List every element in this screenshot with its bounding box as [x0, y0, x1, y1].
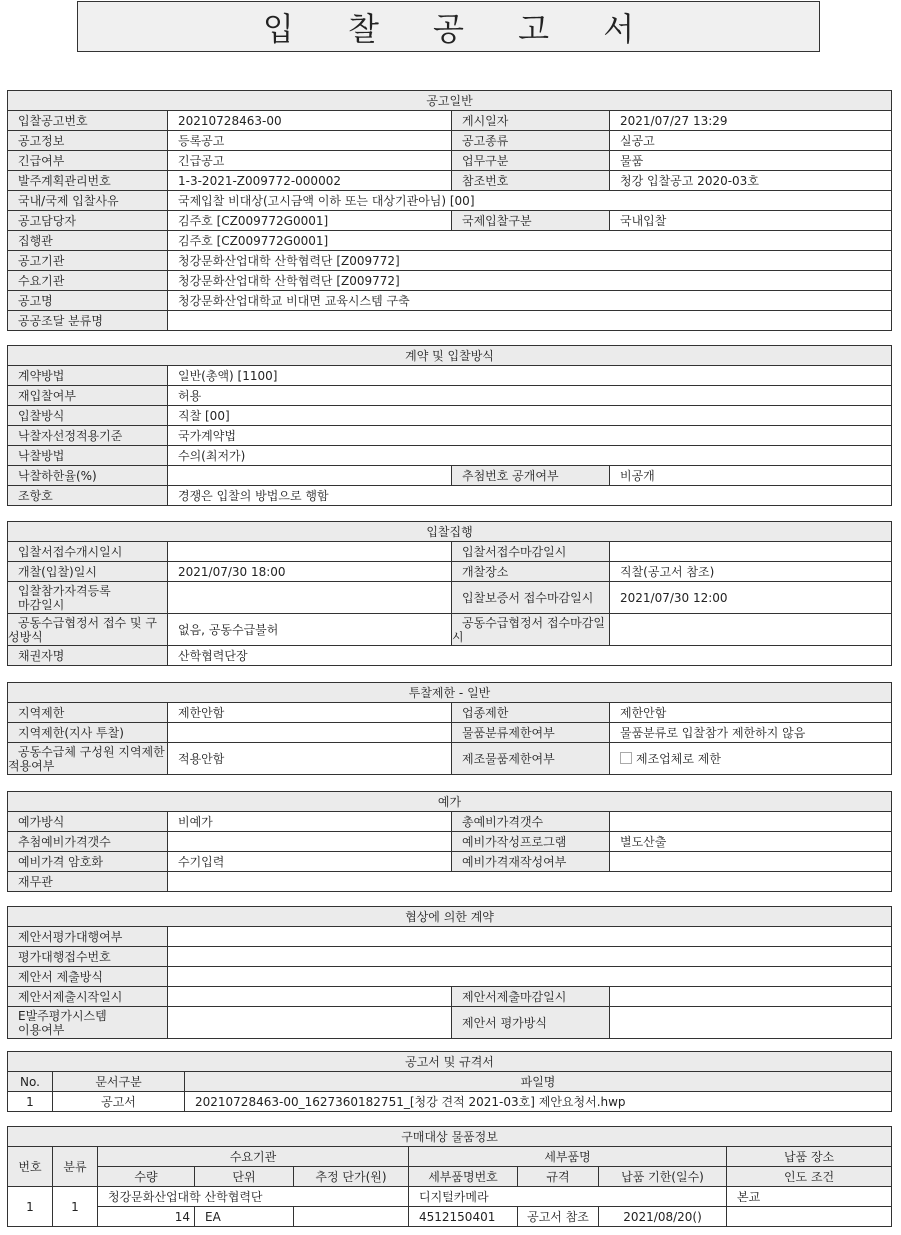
item-qty: 14	[98, 1207, 195, 1227]
items-header: 구매대상 물품정보	[8, 1127, 892, 1147]
item-no: 1	[8, 1187, 53, 1227]
notice-name-label: 공고명	[8, 291, 168, 311]
submit-end	[610, 987, 892, 1007]
maker-limit-checkbox[interactable]	[620, 752, 632, 764]
notice-info: 등록공고	[168, 131, 452, 151]
ref-no-label: 참조번호	[452, 171, 610, 191]
document-title-box	[77, 1, 820, 52]
general-section	[7, 90, 891, 331]
doc-file-link[interactable]: 20210728463-00_1627360182751_[청강 견적 2021-03호] 제안요청서.hwp	[185, 1092, 892, 1112]
intl-type: 국내입찰	[610, 211, 892, 231]
price-rewrite	[610, 852, 892, 872]
general-header: 공고일반	[8, 91, 892, 111]
intl-type-label: 국제입찰구분	[452, 211, 610, 231]
item-detail: 디지털카메라	[409, 1187, 727, 1207]
goods-class-limit-label: 물품분류제한여부	[452, 723, 610, 743]
e-system-label: E발주평가시스템 이용여부	[8, 1007, 168, 1039]
finance-officer	[168, 872, 892, 892]
item-col-spec: 규격	[518, 1167, 599, 1187]
contract-method: 일반(총액) [1100]	[168, 366, 892, 386]
award: 수의(최저가)	[168, 446, 892, 466]
lottery-prices	[168, 832, 452, 852]
goods-class-limit: 물품분류로 입찰참가 제한하지 않음	[610, 723, 892, 743]
submit-start	[168, 987, 452, 1007]
class-name-label: 공공조달 분류명	[8, 311, 168, 331]
award-label: 낙찰방법	[8, 446, 168, 466]
criteria-label: 낙찰자선정적용기준	[8, 426, 168, 446]
industry-limit-label: 업종제한	[452, 703, 610, 723]
notice-no: 20210728463-00	[168, 111, 452, 131]
maker-limit-label: 제조물품제한여부	[452, 743, 610, 775]
post-date: 2021/07/27 13:29	[610, 111, 892, 131]
negotiation-header: 협상에 의한 계약	[8, 907, 892, 927]
executor-label: 집행관	[8, 231, 168, 251]
table-row	[8, 1207, 892, 1227]
joint-method-label: 공동수급협정서 접수 및 구 성방식	[8, 614, 168, 646]
notice-info-label: 공고정보	[8, 131, 168, 151]
plan-no: 1-3-2021-Z009772-000002	[168, 171, 452, 191]
contract-method-label: 계약방법	[8, 366, 168, 386]
notice-no-label: 입찰공고번호	[8, 111, 168, 131]
receipt-start	[168, 542, 452, 562]
item-col-class: 분류	[53, 1147, 98, 1187]
item-col-demand: 수요기관	[98, 1147, 409, 1167]
price-program: 별도산출	[610, 832, 892, 852]
branch-limit	[168, 723, 452, 743]
item-unit: EA	[195, 1207, 294, 1227]
joint-deadline	[610, 614, 892, 646]
item-detail-no: 4512150401	[409, 1207, 518, 1227]
item-col-qty: 수량	[98, 1167, 195, 1187]
item-spec: 공고서 참조	[518, 1207, 599, 1227]
execution-section	[7, 521, 891, 666]
region-limit: 제한안함	[168, 703, 452, 723]
contract-section	[7, 345, 891, 506]
business-label: 업무구분	[452, 151, 610, 171]
proxy-no-label: 평가대행접수번호	[8, 947, 168, 967]
opening-date-label: 개찰(입찰)일시	[8, 562, 168, 582]
opening-place-label: 개찰장소	[452, 562, 610, 582]
demand-agency-label: 수요기관	[8, 271, 168, 291]
price-method: 비예가	[168, 812, 452, 832]
branch-limit-label: 지역제한(지사 투찰)	[8, 723, 168, 743]
industry-limit: 제한안함	[610, 703, 892, 723]
item-terms	[727, 1207, 892, 1227]
item-class: 1	[53, 1187, 98, 1227]
items-section	[7, 1126, 891, 1227]
submit-method-label: 제안서 제출방식	[8, 967, 168, 987]
class-name	[168, 311, 892, 331]
joint-deadline-label: 공동수급협정서 접수마감일 시	[452, 614, 610, 646]
receipt-start-label: 입찰서접수개시일시	[8, 542, 168, 562]
business: 물품	[610, 151, 892, 171]
notice-name: 청강문화산업대학교 비대면 교육시스템 구축	[168, 291, 892, 311]
total-prices-label: 총예비가격갯수	[452, 812, 610, 832]
demand-agency: 청강문화산업대학 산학협력단 [Z009772]	[168, 271, 892, 291]
manager-label: 공고담당자	[8, 211, 168, 231]
price-encrypt: 수기입력	[168, 852, 452, 872]
maker-limit: 제조업체로 제한	[636, 751, 721, 766]
lottery-prices-label: 추첨예비가격갯수	[8, 832, 168, 852]
doc-col-no: No.	[8, 1072, 53, 1092]
item-place: 본교	[727, 1187, 892, 1207]
creditor: 산학협력단장	[168, 646, 892, 666]
agency-label: 공고기관	[8, 251, 168, 271]
price-program-label: 예비가작성프로그램	[452, 832, 610, 852]
notice-type-label: 공고종류	[452, 131, 610, 151]
item-col-no: 번호	[8, 1147, 53, 1187]
joint-method: 없음, 공동수급불허	[168, 614, 452, 646]
member-region-label: 공동수급체 구성원 지역제한 적용여부	[8, 743, 168, 775]
restriction-section	[7, 682, 891, 775]
item-due: 2021/08/20()	[599, 1207, 727, 1227]
contract-header: 계약 및 입찰방식	[8, 346, 892, 366]
lower-limit	[168, 466, 452, 486]
opening-date: 2021/07/30 18:00	[168, 562, 452, 582]
bond-deadline-label: 입찰보증서 접수마감일시	[452, 582, 610, 614]
urgent: 긴급공고	[168, 151, 452, 171]
item-col-detail-no: 세부품명번호	[409, 1167, 518, 1187]
member-region: 적용안함	[168, 743, 452, 775]
item-col-price: 추정 단가(원)	[294, 1167, 409, 1187]
submit-method	[168, 967, 892, 987]
price-method-label: 예가방식	[8, 812, 168, 832]
doc-col-file: 파일명	[185, 1072, 892, 1092]
bid-method-label: 입찰방식	[8, 406, 168, 426]
price-rewrite-label: 예비가격재작성여부	[452, 852, 610, 872]
price-section	[7, 791, 891, 892]
rebid: 허용	[168, 386, 892, 406]
item-col-place: 납품 장소	[727, 1147, 892, 1167]
rebid-label: 재입찰여부	[8, 386, 168, 406]
item-col-due: 납품 기한(일수)	[599, 1167, 727, 1187]
ref-no: 청강 입찰공고 2020-03호	[610, 171, 892, 191]
item-col-detail: 세부품명	[409, 1147, 727, 1167]
item-col-unit: 단위	[195, 1167, 294, 1187]
proxy-no	[168, 947, 892, 967]
table-row	[8, 1187, 892, 1207]
price-encrypt-label: 예비가격 암호화	[8, 852, 168, 872]
maker-limit-cell	[610, 743, 892, 775]
manager: 김주호 [CZ009772G0001]	[168, 211, 452, 231]
submit-start-label: 제안서제출시작일시	[8, 987, 168, 1007]
restriction-header: 투찰제한 - 일반	[8, 683, 892, 703]
urgent-label: 긴급여부	[8, 151, 168, 171]
intl-reason-label: 국내/국제 입찰사유	[8, 191, 168, 211]
doc-type: 공고서	[53, 1092, 185, 1112]
negotiation-section	[7, 906, 891, 1039]
clause-label: 조항호	[8, 486, 168, 506]
submit-end-label: 제안서제출마감일시	[452, 987, 610, 1007]
executor: 김주호 [CZ009772G0001]	[168, 231, 892, 251]
lower-limit-label: 낙찰하한율(%)	[8, 466, 168, 486]
doc-no: 1	[8, 1092, 53, 1112]
opening-place: 직찰(공고서 참조)	[610, 562, 892, 582]
post-date-label: 게시일자	[452, 111, 610, 131]
intl-reason: 국제입찰 비대상(고시금액 이하 또는 대상기관아님) [00]	[168, 191, 892, 211]
eval-method	[610, 1007, 892, 1039]
eval-method-label: 제안서 평가방식	[452, 1007, 610, 1039]
receipt-end-label: 입찰서접수마감일시	[452, 542, 610, 562]
bond-deadline: 2021/07/30 12:00	[610, 582, 892, 614]
receipt-end	[610, 542, 892, 562]
lottery-open-label: 추첨번호 공개여부	[452, 466, 610, 486]
plan-no-label: 발주계획관리번호	[8, 171, 168, 191]
registration-deadline-label: 입찰참가자격등록 마감일시	[8, 582, 168, 614]
notice-type: 실공고	[610, 131, 892, 151]
doc-col-type: 문서구분	[53, 1072, 185, 1092]
total-prices	[610, 812, 892, 832]
bid-method: 직찰 [00]	[168, 406, 892, 426]
documents-header: 공고서 및 규격서	[8, 1052, 892, 1072]
item-demand: 청강문화산업대학 산학협력단	[98, 1187, 409, 1207]
agency: 청강문화산업대학 산학협력단 [Z009772]	[168, 251, 892, 271]
lottery-open: 비공개	[610, 466, 892, 486]
region-limit-label: 지역제한	[8, 703, 168, 723]
registration-deadline	[168, 582, 452, 614]
item-price	[294, 1207, 409, 1227]
execution-header: 입찰집행	[8, 522, 892, 542]
eval-proxy	[168, 927, 892, 947]
table-row	[8, 1092, 892, 1112]
creditor-label: 채권자명	[8, 646, 168, 666]
finance-officer-label: 재무관	[8, 872, 168, 892]
document-title: 입 찰 공 고 서	[262, 9, 657, 48]
clause: 경쟁은 입찰의 방법으로 행함	[168, 486, 892, 506]
documents-section	[7, 1051, 891, 1112]
criteria: 국가계약법	[168, 426, 892, 446]
e-system	[168, 1007, 452, 1039]
price-header: 예가	[8, 792, 892, 812]
item-col-terms: 인도 조건	[727, 1167, 892, 1187]
eval-proxy-label: 제안서평가대행여부	[8, 927, 168, 947]
